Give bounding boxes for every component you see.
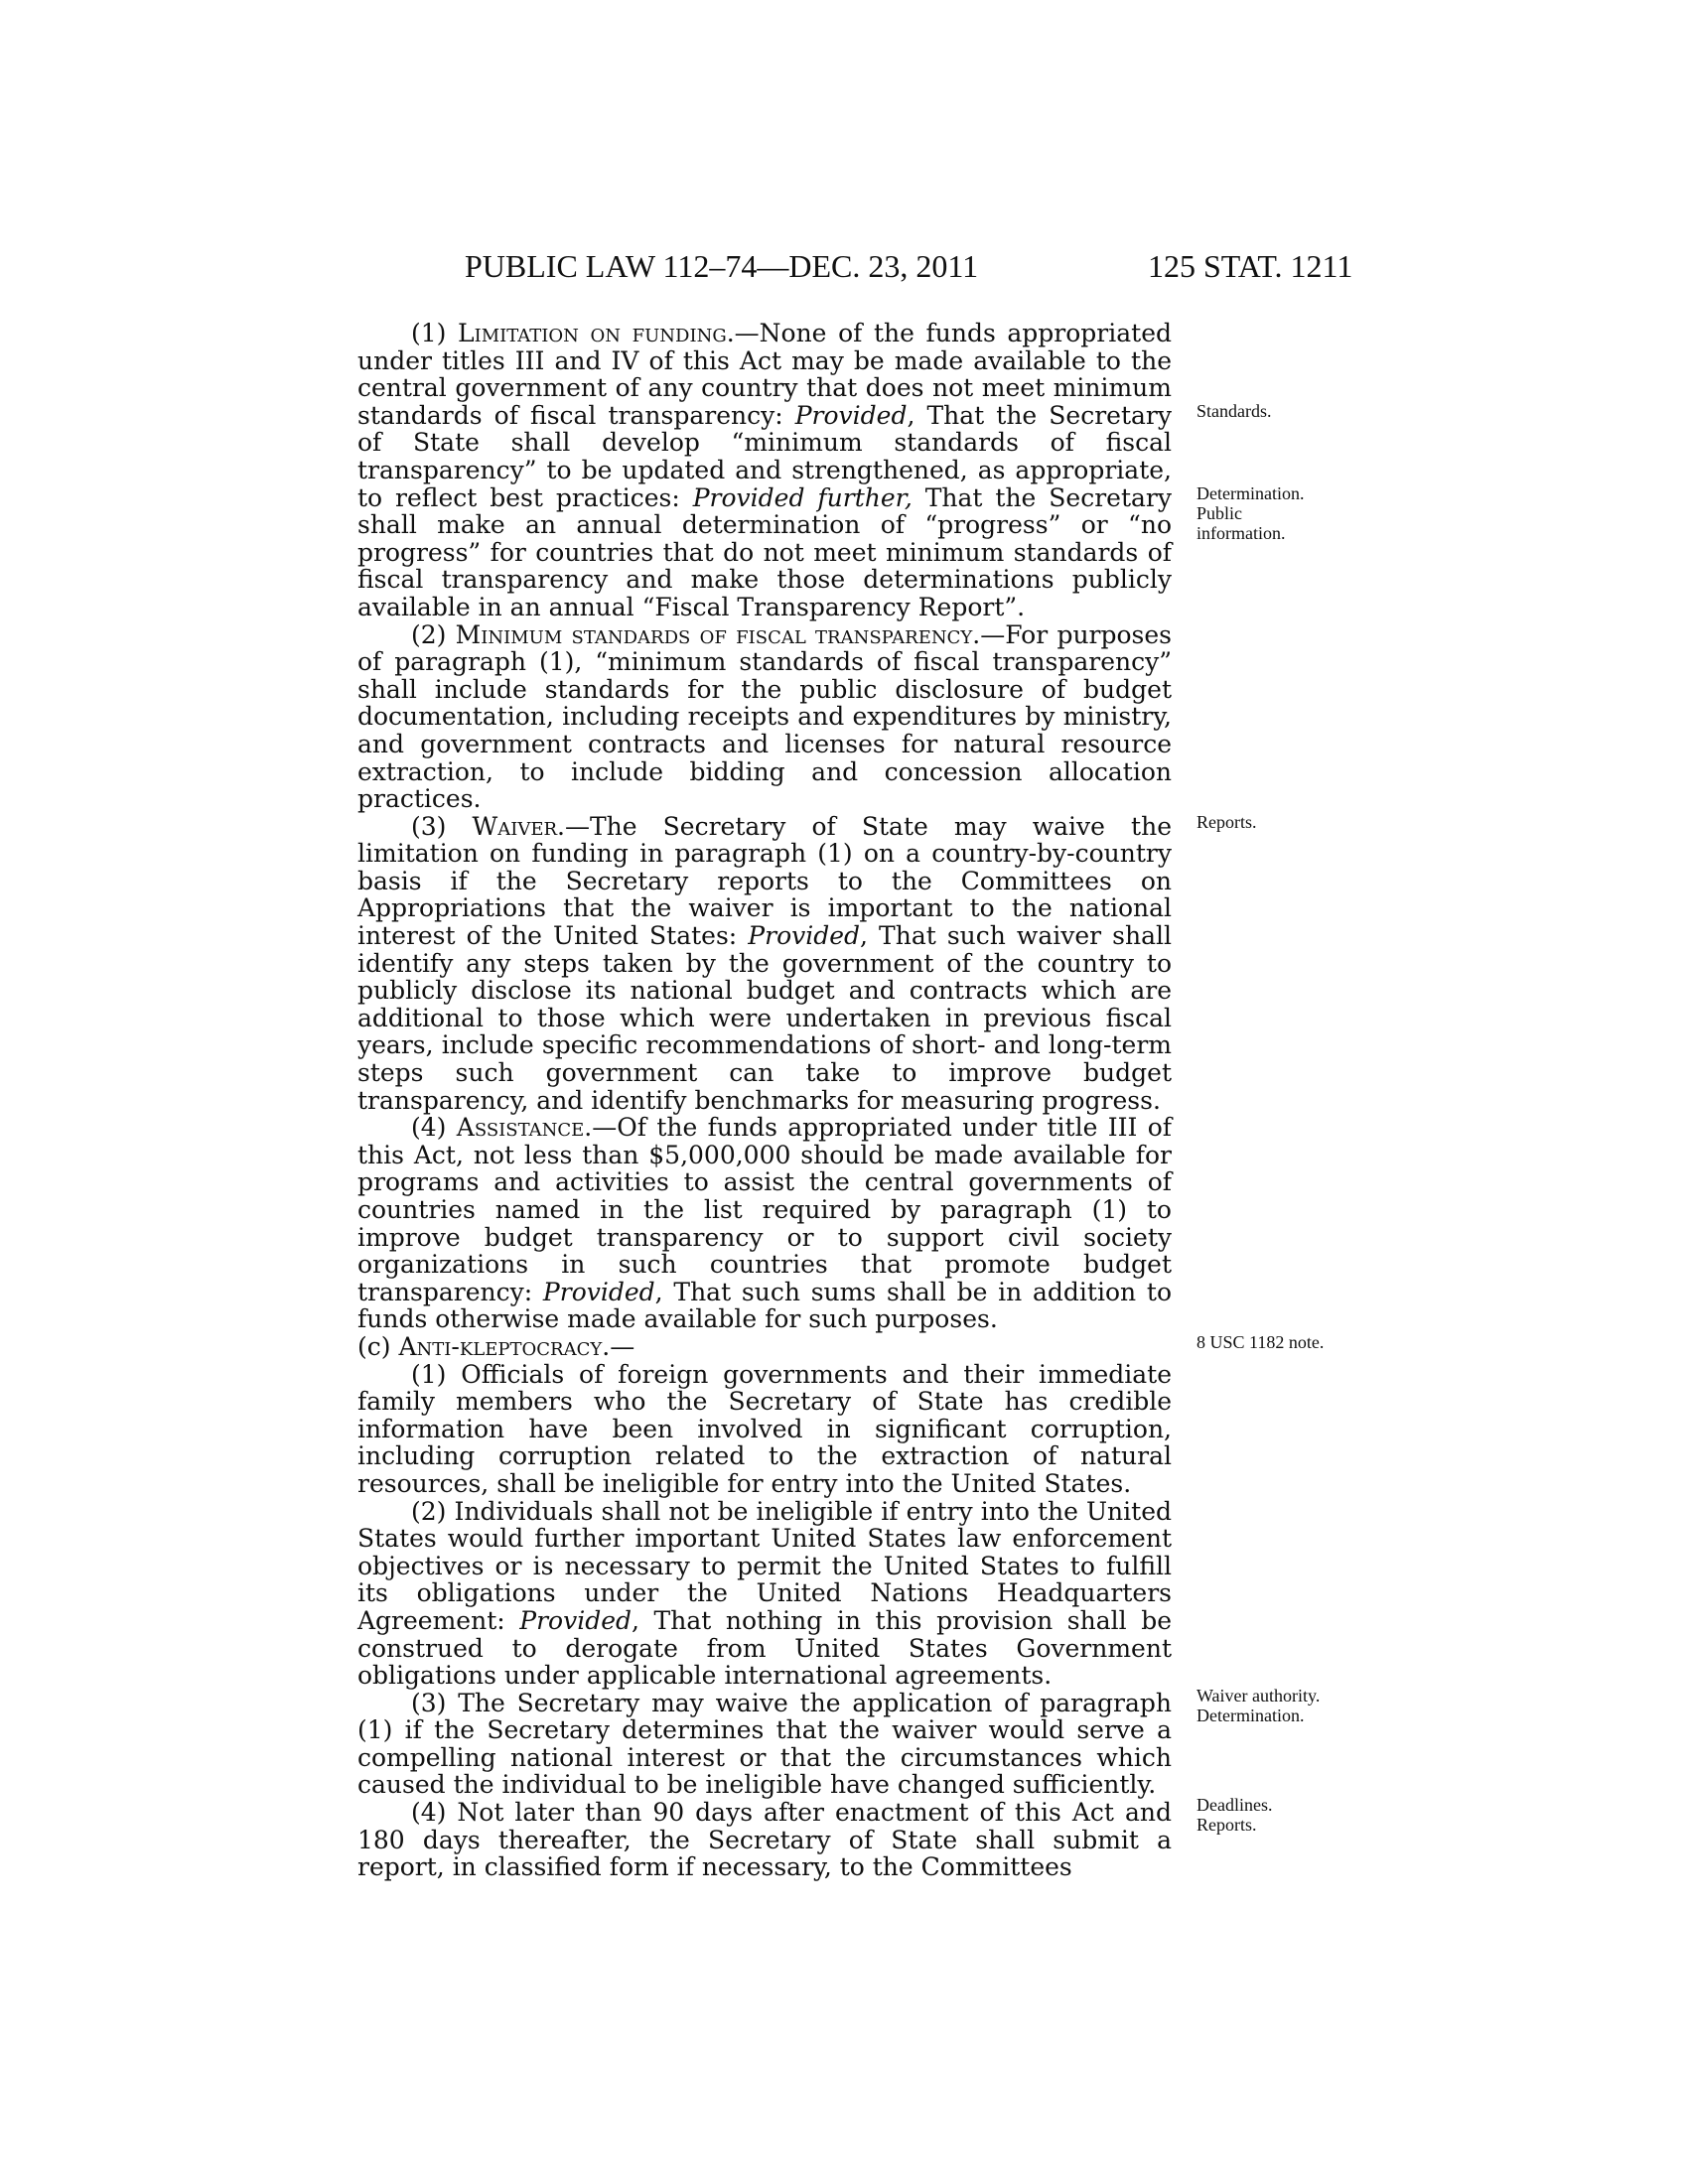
heading-dash: —	[592, 1113, 618, 1143]
margin-note-line: Determination.	[1196, 1706, 1305, 1725]
margin-note	[1196, 483, 1415, 543]
paragraph-number: (c)	[357, 1331, 399, 1361]
statute-body	[357, 320, 1172, 1881]
margin-note	[1196, 1795, 1415, 1835]
statute-paragraph	[357, 1799, 1172, 1881]
paragraph-number: (3)	[411, 811, 473, 841]
paragraph-text: (2) Individuals shall not be ineligible if entry into the United States would further important United States law enforcement objectives or is necessary to permit the United States to fulfill its obligations under the United Nations Headquarters Agreement:	[357, 1496, 1172, 1635]
statute-paragraph	[357, 621, 1172, 813]
margin-note-line: 8 USC 1182 note.	[1196, 1332, 1325, 1352]
paragraph-text: , That such sums shall be in addition to funds otherwise made available for such purposes.	[357, 1277, 1172, 1334]
italic-proviso: Provided	[794, 400, 908, 430]
page-number: 125 STAT. 1211	[1148, 248, 1353, 284]
paragraph-text: None of the funds appropriated under titles III and IV of this Act may be made available to the central government of any country that does not meet minimum standards of fiscal transparency:	[357, 319, 1173, 430]
statute-paragraph	[357, 1361, 1172, 1498]
paragraph-heading: Anti-kleptocracy.	[398, 1331, 611, 1361]
margin-note-line: Standards.	[1196, 401, 1272, 421]
margin-note	[1196, 401, 1415, 421]
italic-proviso: Provided	[542, 1277, 655, 1306]
heading-dash: —	[610, 1331, 635, 1361]
italic-proviso: Provided	[519, 1605, 633, 1635]
paragraph-heading: Limitation on funding.	[458, 319, 735, 347]
paragraph-text: (4) Not later than 90 days after enactment of this Act and 180 days thereafter, the Secretary of State shall submit a report, in classified form if necessary, to the Committees	[357, 1798, 1172, 1882]
paragraph-text: , That such waiver shall identify any steps taken by the government of the country to publicly disclose its national budget and contracts which are additional to those which were undertaken in previous fiscal years, include specific recommendations of short- and long-term steps such government can take to improve budget transparency, and identify benchmarks for measuring progress.	[357, 921, 1172, 1115]
heading-dash: —	[564, 811, 590, 841]
paragraph-text: , That the Secretary of State shall develop “minimum standards of fiscal transparency” to be updated and strengthened, as appropriate, to reflect best practices:	[357, 400, 1172, 512]
italic-proviso: Provided further,	[692, 482, 913, 512]
paragraph-text: That the Secretary shall make an annual determination of “progress” or “no progress” for countries that do not meet minimum standards of fiscal transparency and make those determinations publicly available in an annual “Fiscal Transparency Report”.	[357, 482, 1172, 621]
heading-dash: —	[734, 319, 760, 347]
margin-note	[1196, 1686, 1415, 1725]
paragraph-number: (2)	[411, 619, 456, 649]
paragraph-text: Of the funds appropriated under title III of this Act, not less than $5,000,000 should be made available for programs and activities to assist the central governments of countries named in the list required by paragraph (1) to improve budget transparency or to support civil society organizations in such countries that promote budget transparency:	[357, 1113, 1173, 1306]
paragraph-number: (1)	[411, 319, 459, 347]
statute-paragraph	[357, 320, 1172, 621]
subsection-heading	[357, 1333, 1172, 1361]
paragraph-text: For purposes of paragraph (1), “minimum standards of fiscal transparency” shall include standards for the public disclosure of budget documentation, including receipts and expenditures by ministry, and government contracts and licenses for natural resource extraction, to include bidding and concession allocation practices.	[357, 619, 1173, 814]
running-header-title: PUBLIC LAW 112–74—DEC. 23, 2011	[465, 248, 979, 284]
italic-proviso: Provided	[748, 921, 861, 951]
paragraph-heading: Waiver.	[472, 811, 565, 841]
paragraph-text: (3) The Secretary may waive the application of paragraph (1) if the Secretary determines that the waiver would serve a compelling national interest or that the circumstances which caused the individual to be ineligible have changed sufficiently.	[357, 1688, 1172, 1800]
paragraph-text: The Secretary of State may waive the limitation on funding in paragraph (1) on a country-by-country basis if the Secretary reports to the Committees on Appropriations that the waiver is important to the national interest of the United States:	[357, 811, 1172, 951]
margin-note	[1196, 812, 1415, 832]
statute-paragraph	[357, 1498, 1172, 1690]
paragraph-heading: Minimum standards of fiscal transparency.	[455, 619, 981, 649]
statute-paragraph	[357, 1690, 1172, 1799]
margin-note	[1196, 1332, 1415, 1352]
margin-note-line: Determination.	[1196, 483, 1305, 503]
paragraph-text: (1) Officials of foreign governments and their immediate family members who the Secretary of State has credible information have been involved in significant corruption, including corruption related to the extraction of natural resources, shall be ineligible for entry into the United States.	[357, 1359, 1172, 1498]
paragraph-heading: Assistance.	[456, 1113, 593, 1143]
margin-note-line: Reports.	[1196, 812, 1257, 832]
heading-dash: —	[980, 619, 1006, 649]
statute-paragraph	[357, 813, 1172, 1115]
statute-paragraph	[357, 1114, 1172, 1333]
margin-note-line: information.	[1196, 523, 1286, 543]
paragraph-number: (4)	[411, 1113, 457, 1143]
margin-note-line: Waiver authority.	[1196, 1686, 1321, 1706]
paragraph-text: , That nothing in this provision shall be construed to derogate from United States Government obligations under applicable international agreements.	[357, 1605, 1172, 1691]
margin-note-line: Reports.	[1196, 1815, 1257, 1835]
margin-note-line: Deadlines.	[1196, 1795, 1273, 1815]
margin-note-line: Public	[1196, 503, 1243, 523]
